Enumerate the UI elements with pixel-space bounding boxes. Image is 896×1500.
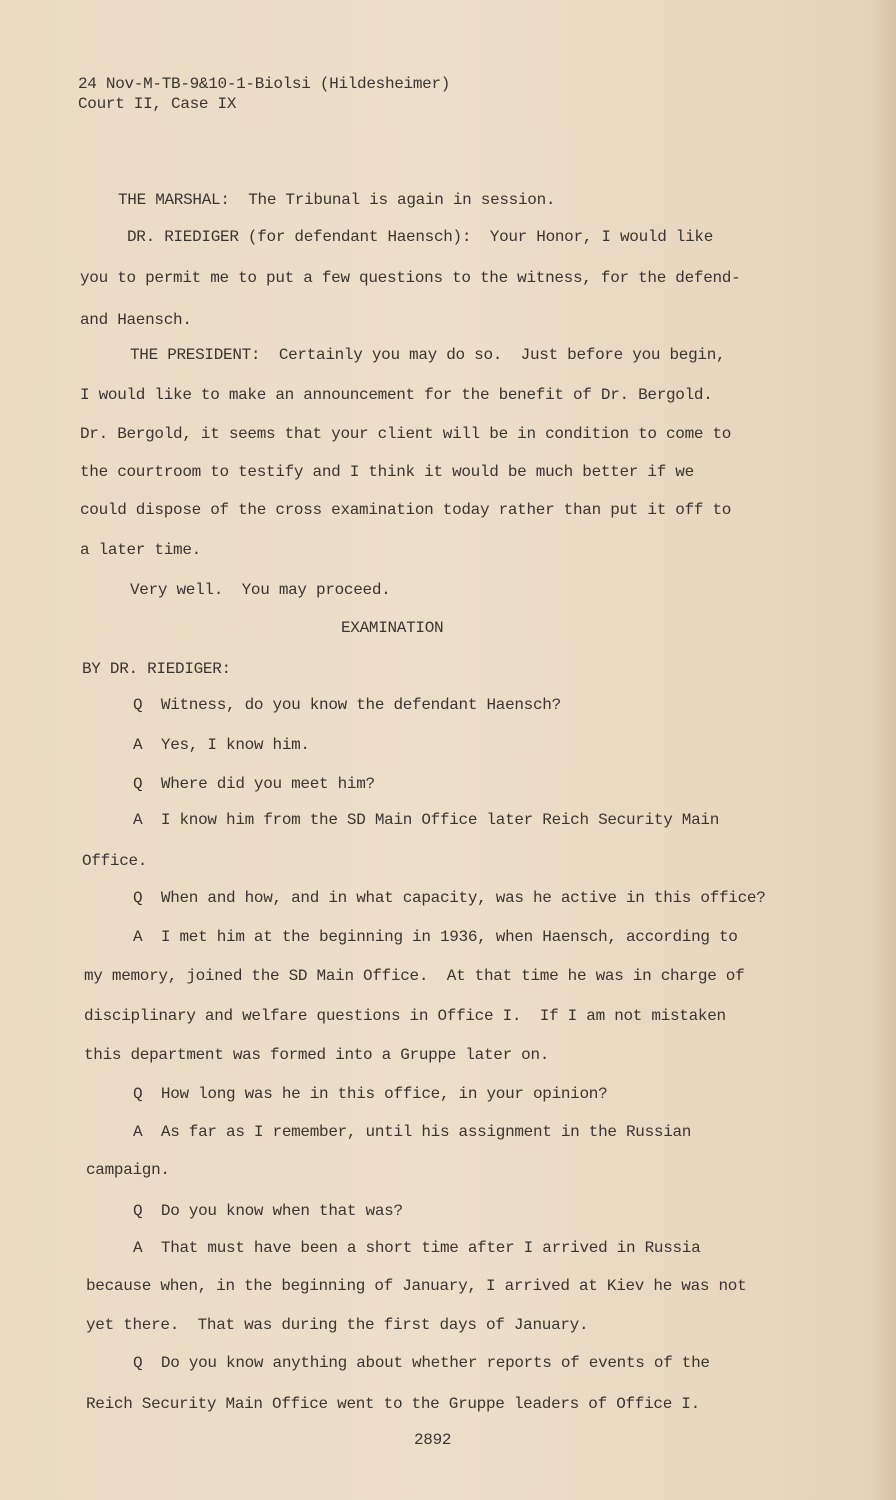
- text-line: my memory, joined the SD Main Office. At that time he was in charge of: [84, 967, 745, 985]
- text-line: BY DR. RIEDIGER:: [82, 660, 231, 678]
- section-heading: EXAMINATION: [341, 619, 444, 637]
- page-number: 2892: [414, 1431, 452, 1449]
- header-court-case: Court II, Case IX: [78, 95, 237, 113]
- text-line: could dispose of the cross examination today rather than put it off to: [80, 501, 732, 519]
- text-line: and Haensch.: [80, 311, 192, 329]
- question-line: Q Do you know when that was?: [133, 1202, 403, 1220]
- question-line: Q Do you know anything about whether reports of events of the: [133, 1354, 710, 1372]
- text-line: yet there. That was during the first days of January.: [86, 1316, 589, 1334]
- text-line: campaign.: [86, 1161, 170, 1179]
- answer-line: A I met him at the beginning in 1936, when Haensch, according to: [133, 928, 738, 946]
- text-line: THE MARSHAL: The Tribunal is again in session.: [118, 191, 556, 209]
- text-line: you to permit me to put a few questions to the witness, for the defend-: [80, 269, 741, 287]
- text-line: Reich Security Main Office went to the Gruppe leaders of Office I.: [86, 1395, 700, 1413]
- text-line: disciplinary and welfare questions in Office I. If I am not mistaken: [84, 1007, 726, 1025]
- answer-line: A That must have been a short time after I arrived in Russia: [133, 1239, 701, 1257]
- answer-line: A As far as I remember, until his assignment in the Russian: [133, 1123, 692, 1141]
- text-line: DR. RIEDIGER (for defendant Haensch): Your Honor, I would like: [127, 228, 713, 246]
- text-line: THE PRESIDENT: Certainly you may do so. Just before you begin,: [130, 346, 726, 364]
- question-line: Q Where did you meet him?: [133, 775, 375, 793]
- text-line: Dr. Bergold, it seems that your client will be in condition to come to: [80, 425, 732, 443]
- question-line: Q When and how, and in what capacity, was he active in this office?: [133, 889, 766, 907]
- text-line: the courtroom to testify and I think it would be much better if we: [80, 463, 694, 481]
- question-line: Q Witness, do you know the defendant Haensch?: [133, 696, 561, 714]
- answer-line: A I know him from the SD Main Office later Reich Security Main: [133, 811, 719, 829]
- text-line: Very well. You may proceed.: [130, 581, 391, 599]
- header-file-reference: 24 Nov-M-TB-9&10-1-Biolsi (Hildesheimer): [78, 75, 451, 93]
- text-line: Office.: [82, 852, 148, 870]
- text-line: a later time.: [80, 541, 201, 559]
- answer-line: A Yes, I know him.: [133, 736, 310, 754]
- text-line: because when, in the beginning of January, I arrived at Kiev he was not: [86, 1277, 747, 1295]
- question-line: Q How long was he in this office, in your opinion?: [133, 1085, 608, 1103]
- text-line: I would like to make an announcement for the benefit of Dr. Bergold.: [80, 386, 713, 404]
- text-line: this department was formed into a Gruppe later on.: [84, 1046, 550, 1064]
